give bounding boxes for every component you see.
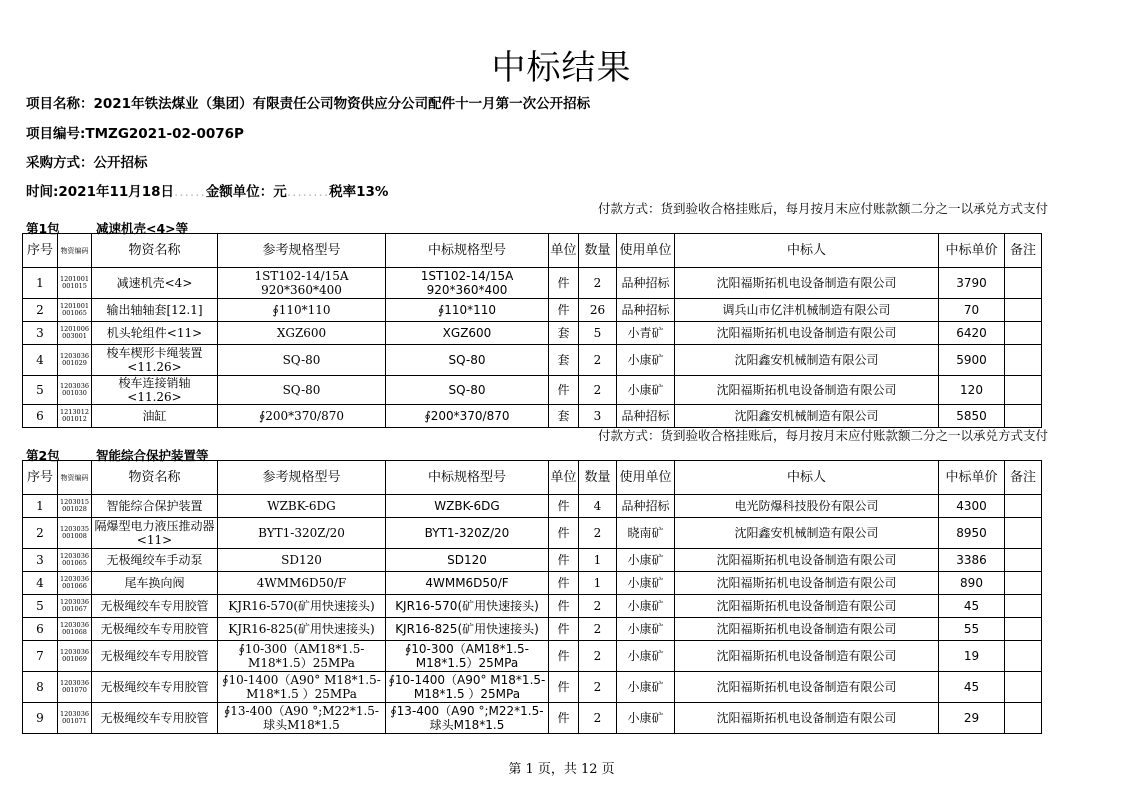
cell-qty: 2	[579, 345, 617, 376]
cell-win: KJR16-570(矿用快速接头)	[386, 595, 549, 618]
cell-user: 晓南矿	[617, 518, 675, 549]
table-row	[23, 641, 1042, 672]
cell-ref: 1ST102-14/15A 920*360*400	[218, 268, 386, 299]
table-row	[23, 299, 1042, 322]
cell-note	[1005, 405, 1042, 428]
cell-win: ∮200*370/870	[386, 405, 549, 428]
column-header: 中标规格型号	[386, 461, 549, 495]
cell-bidder: 电光防爆科技股份有限公司	[675, 495, 939, 518]
cell-no: 5	[23, 595, 58, 618]
cell-price: 55	[939, 618, 1005, 641]
cell-win: KJR16-825(矿用快速接头)	[386, 618, 549, 641]
column-header: 物资编码	[58, 234, 92, 268]
cell-note	[1005, 549, 1042, 572]
cell-name: 梭车楔形卡绳装置<11.26>	[92, 345, 218, 376]
cell-code: 1203036 001065	[58, 549, 92, 572]
cell-win: 1ST102-14/15A 920*360*400	[386, 268, 549, 299]
cell-bidder: 沈阳鑫安机械制造有限公司	[675, 345, 939, 376]
cell-unit: 件	[549, 268, 579, 299]
cell-name: 减速机壳<4>	[92, 268, 218, 299]
cell-no: 5	[23, 376, 58, 405]
column-header: 数量	[579, 461, 617, 495]
column-header: 中标规格型号	[386, 234, 549, 268]
cell-note	[1005, 618, 1042, 641]
package-1-name: 减速机壳<4>等	[96, 221, 189, 236]
cell-note	[1005, 703, 1042, 734]
column-header: 序号	[23, 234, 58, 268]
cell-unit: 件	[549, 518, 579, 549]
cell-user: 小康矿	[617, 672, 675, 703]
cell-name: 输出轴轴套[12.1]	[92, 299, 218, 322]
cell-win: ∮10-300（AM18*1.5-M18*1.5）25MPa	[386, 641, 549, 672]
column-header: 物资名称	[92, 461, 218, 495]
cell-price: 5850	[939, 405, 1005, 428]
cell-no: 8	[23, 672, 58, 703]
package-2-payment: 付款方式：货到验收合格挂账后，每月按月末应付账款额二分之一以承兑方式支付	[598, 428, 1049, 443]
cell-ref: ∮13-400（A90 °;M22*1.5-球头M18*1.5	[218, 703, 386, 734]
cell-qty: 1	[579, 572, 617, 595]
cell-user: 小康矿	[617, 572, 675, 595]
cell-qty: 2	[579, 518, 617, 549]
cell-code: 1203036 001030	[58, 376, 92, 405]
cell-win: SQ-80	[386, 376, 549, 405]
cell-price: 29	[939, 703, 1005, 734]
cell-qty: 1	[579, 549, 617, 572]
cell-unit: 套	[549, 322, 579, 345]
cell-unit: 件	[549, 495, 579, 518]
cell-qty: 2	[579, 268, 617, 299]
column-header: 备注	[1005, 234, 1042, 268]
cell-bidder: 沈阳福斯拓机电设备制造有限公司	[675, 549, 939, 572]
cell-user: 小康矿	[617, 376, 675, 405]
cell-user: 小康矿	[617, 345, 675, 376]
cell-note	[1005, 345, 1042, 376]
column-header: 物资名称	[92, 234, 218, 268]
cell-unit: 件	[549, 641, 579, 672]
package-1-label: 第1包	[26, 221, 60, 236]
cell-note	[1005, 641, 1042, 672]
cell-no: 6	[23, 405, 58, 428]
cell-code: 1203015 001028	[58, 495, 92, 518]
cell-win: ∮13-400（A90 °;M22*1.5-球头M18*1.5	[386, 703, 549, 734]
cell-ref: KJR16-570(矿用快速接头)	[218, 595, 386, 618]
dots-2: ........	[286, 184, 330, 200]
table-row	[23, 268, 1042, 299]
cell-win: ∮10-1400（A90° M18*1.5-M18*1.5 ）25MPa	[386, 672, 549, 703]
cell-unit: 件	[549, 618, 579, 641]
column-header: 使用单位	[617, 461, 675, 495]
page-title: 中标结果	[491, 48, 632, 88]
column-header: 序号	[23, 461, 58, 495]
cell-name: 无极绳绞车专用胶管	[92, 672, 218, 703]
cell-unit: 套	[549, 405, 579, 428]
column-header: 参考规格型号	[218, 461, 386, 495]
cell-qty: 2	[579, 618, 617, 641]
cell-name: 无极绳绞车专用胶管	[92, 618, 218, 641]
cell-qty: 2	[579, 595, 617, 618]
cell-name: 隔爆型电力液压推动器<11>	[92, 518, 218, 549]
cell-qty: 2	[579, 641, 617, 672]
cell-code: 1201001 001065	[58, 299, 92, 322]
cell-ref: KJR16-825(矿用快速接头)	[218, 618, 386, 641]
table-row	[23, 518, 1042, 549]
cell-ref: ∮10-300（AM18*1.5-M18*1.5）25MPa	[218, 641, 386, 672]
cell-ref: ∮10-1400（A90° M18*1.5-M18*1.5 ）25MPa	[218, 672, 386, 703]
cell-note	[1005, 595, 1042, 618]
cell-qty: 2	[579, 703, 617, 734]
cell-win: SD120	[386, 549, 549, 572]
dots-1: ......	[174, 184, 206, 200]
cell-user: 小康矿	[617, 641, 675, 672]
cell-qty: 2	[579, 672, 617, 703]
cell-name: 无极绳绞车专用胶管	[92, 703, 218, 734]
column-header: 单位	[549, 461, 579, 495]
project-number: 项目编号:TMZG2021-02-0076P	[26, 126, 244, 142]
cell-code: 1203036 001070	[58, 672, 92, 703]
cell-unit: 件	[549, 672, 579, 703]
cell-unit: 件	[549, 299, 579, 322]
cell-no: 7	[23, 641, 58, 672]
cell-price: 3790	[939, 268, 1005, 299]
cell-code: 1203036 001029	[58, 345, 92, 376]
cell-qty: 26	[579, 299, 617, 322]
cell-name: 无极绳绞车专用胶管	[92, 595, 218, 618]
purchase-method: 采购方式：公开招标	[26, 155, 148, 171]
cell-price: 3386	[939, 549, 1005, 572]
cell-user: 品种招标	[617, 299, 675, 322]
cell-ref: XGZ600	[218, 322, 386, 345]
cell-bidder: 沈阳福斯拓机电设备制造有限公司	[675, 672, 939, 703]
cell-note	[1005, 268, 1042, 299]
table-row	[23, 322, 1042, 345]
column-header: 物资编码	[58, 461, 92, 495]
table-header-row	[23, 461, 1042, 495]
cell-code: 1203036 001069	[58, 641, 92, 672]
column-header: 单位	[549, 234, 579, 268]
table-row	[23, 618, 1042, 641]
cell-price: 45	[939, 672, 1005, 703]
cell-code: 1213012 001012	[58, 405, 92, 428]
table-row	[23, 345, 1042, 376]
column-header: 备注	[1005, 461, 1042, 495]
cell-win: BYT1-320Z/20	[386, 518, 549, 549]
time: 时间:2021年11月18日	[26, 184, 175, 200]
table-row	[23, 672, 1042, 703]
cell-no: 1	[23, 268, 58, 299]
cell-bidder: 调兵山市亿沣机械制造有限公司	[675, 299, 939, 322]
cell-no: 2	[23, 299, 58, 322]
cell-name: 无极绳绞车手动泵	[92, 549, 218, 572]
cell-bidder: 沈阳福斯拓机电设备制造有限公司	[675, 376, 939, 405]
cell-user: 小青矿	[617, 322, 675, 345]
cell-code: 1203036 001068	[58, 618, 92, 641]
column-header: 中标人	[675, 461, 939, 495]
cell-bidder: 沈阳福斯拓机电设备制造有限公司	[675, 618, 939, 641]
cell-qty: 2	[579, 376, 617, 405]
cell-bidder: 沈阳鑫安机械制造有限公司	[675, 518, 939, 549]
cell-qty: 3	[579, 405, 617, 428]
cell-unit: 件	[549, 549, 579, 572]
cell-qty: 4	[579, 495, 617, 518]
package-1-payment: 付款方式：货到验收合格挂账后，每月按月末应付账款额二分之一以承兑方式支付	[598, 201, 1049, 216]
time-line	[26, 180, 388, 200]
cell-name: 梭车连接销轴<11.26>	[92, 376, 218, 405]
cell-user: 品种招标	[617, 405, 675, 428]
package-2-name: 智能综合保护装置等	[96, 448, 209, 463]
column-header: 中标单价	[939, 461, 1005, 495]
cell-no: 1	[23, 495, 58, 518]
column-header: 参考规格型号	[218, 234, 386, 268]
currency-unit: 金额单位：元	[205, 184, 287, 200]
cell-no: 9	[23, 703, 58, 734]
cell-unit: 件	[549, 595, 579, 618]
cell-price: 120	[939, 376, 1005, 405]
cell-user: 品种招标	[617, 268, 675, 299]
cell-note	[1005, 672, 1042, 703]
cell-code: 1203036 001067	[58, 595, 92, 618]
tax-rate: 税率13%	[329, 184, 389, 200]
cell-user: 小康矿	[617, 703, 675, 734]
cell-name: 机头轮组件<11>	[92, 322, 218, 345]
table-row	[23, 595, 1042, 618]
cell-name: 油缸	[92, 405, 218, 428]
cell-ref: ∮200*370/870	[218, 405, 386, 428]
cell-win: WZBK-6DG	[386, 495, 549, 518]
cell-price: 45	[939, 595, 1005, 618]
cell-ref: SQ-80	[218, 376, 386, 405]
cell-name: 无极绳绞车专用胶管	[92, 641, 218, 672]
cell-win: ∮110*110	[386, 299, 549, 322]
cell-no: 6	[23, 618, 58, 641]
table-row	[23, 572, 1042, 595]
package-1-table	[22, 233, 1042, 428]
cell-no: 3	[23, 549, 58, 572]
cell-note	[1005, 299, 1042, 322]
cell-bidder: 沈阳福斯拓机电设备制造有限公司	[675, 641, 939, 672]
project-name: 项目名称：2021年铁法煤业（集团）有限责任公司物资供应分公司配件十一月第一次公开招标	[26, 96, 591, 112]
cell-ref: BYT1-320Z/20	[218, 518, 386, 549]
cell-no: 2	[23, 518, 58, 549]
cell-note	[1005, 495, 1042, 518]
cell-no: 4	[23, 572, 58, 595]
table-row	[23, 376, 1042, 405]
cell-user: 小康矿	[617, 618, 675, 641]
cell-price: 5900	[939, 345, 1005, 376]
cell-ref: 4WMM6D50/F	[218, 572, 386, 595]
cell-bidder: 沈阳福斯拓机电设备制造有限公司	[675, 703, 939, 734]
page-footer: 第 1 页，共 12 页	[508, 762, 615, 777]
cell-user: 小康矿	[617, 549, 675, 572]
cell-bidder: 沈阳福斯拓机电设备制造有限公司	[675, 268, 939, 299]
table-row	[23, 549, 1042, 572]
package-2-table	[22, 460, 1042, 734]
cell-ref: SQ-80	[218, 345, 386, 376]
cell-qty: 5	[579, 322, 617, 345]
cell-code: 1201001 001015	[58, 268, 92, 299]
table-row	[23, 495, 1042, 518]
table-row	[23, 405, 1042, 428]
cell-code: 1203035 001008	[58, 518, 92, 549]
cell-user: 品种招标	[617, 495, 675, 518]
cell-ref: ∮110*110	[218, 299, 386, 322]
cell-price: 8950	[939, 518, 1005, 549]
cell-price: 19	[939, 641, 1005, 672]
cell-no: 4	[23, 345, 58, 376]
cell-user: 小康矿	[617, 595, 675, 618]
cell-note	[1005, 376, 1042, 405]
column-header: 使用单位	[617, 234, 675, 268]
cell-code: 1203036 001066	[58, 572, 92, 595]
cell-name: 智能综合保护装置	[92, 495, 218, 518]
column-header: 中标人	[675, 234, 939, 268]
cell-price: 70	[939, 299, 1005, 322]
cell-note	[1005, 572, 1042, 595]
cell-bidder: 沈阳福斯拓机电设备制造有限公司	[675, 572, 939, 595]
cell-no: 3	[23, 322, 58, 345]
cell-note	[1005, 518, 1042, 549]
table-header-row	[23, 234, 1042, 268]
cell-price: 890	[939, 572, 1005, 595]
column-header: 中标单价	[939, 234, 1005, 268]
cell-win: SQ-80	[386, 345, 549, 376]
cell-ref: WZBK-6DG	[218, 495, 386, 518]
cell-bidder: 沈阳鑫安机械制造有限公司	[675, 405, 939, 428]
cell-price: 6420	[939, 322, 1005, 345]
cell-unit: 件	[549, 703, 579, 734]
package-2-label: 第2包	[26, 448, 60, 463]
cell-name: 尾车换向阀	[92, 572, 218, 595]
cell-unit: 件	[549, 572, 579, 595]
cell-bidder: 沈阳福斯拓机电设备制造有限公司	[675, 322, 939, 345]
table-row	[23, 703, 1042, 734]
cell-win: XGZ600	[386, 322, 549, 345]
cell-note	[1005, 322, 1042, 345]
cell-code: 1201006 003001	[58, 322, 92, 345]
cell-ref: SD120	[218, 549, 386, 572]
cell-code: 1203036 001071	[58, 703, 92, 734]
cell-win: 4WMM6D50/F	[386, 572, 549, 595]
column-header: 数量	[579, 234, 617, 268]
cell-price: 4300	[939, 495, 1005, 518]
cell-unit: 套	[549, 345, 579, 376]
cell-bidder: 沈阳福斯拓机电设备制造有限公司	[675, 595, 939, 618]
cell-unit: 件	[549, 376, 579, 405]
